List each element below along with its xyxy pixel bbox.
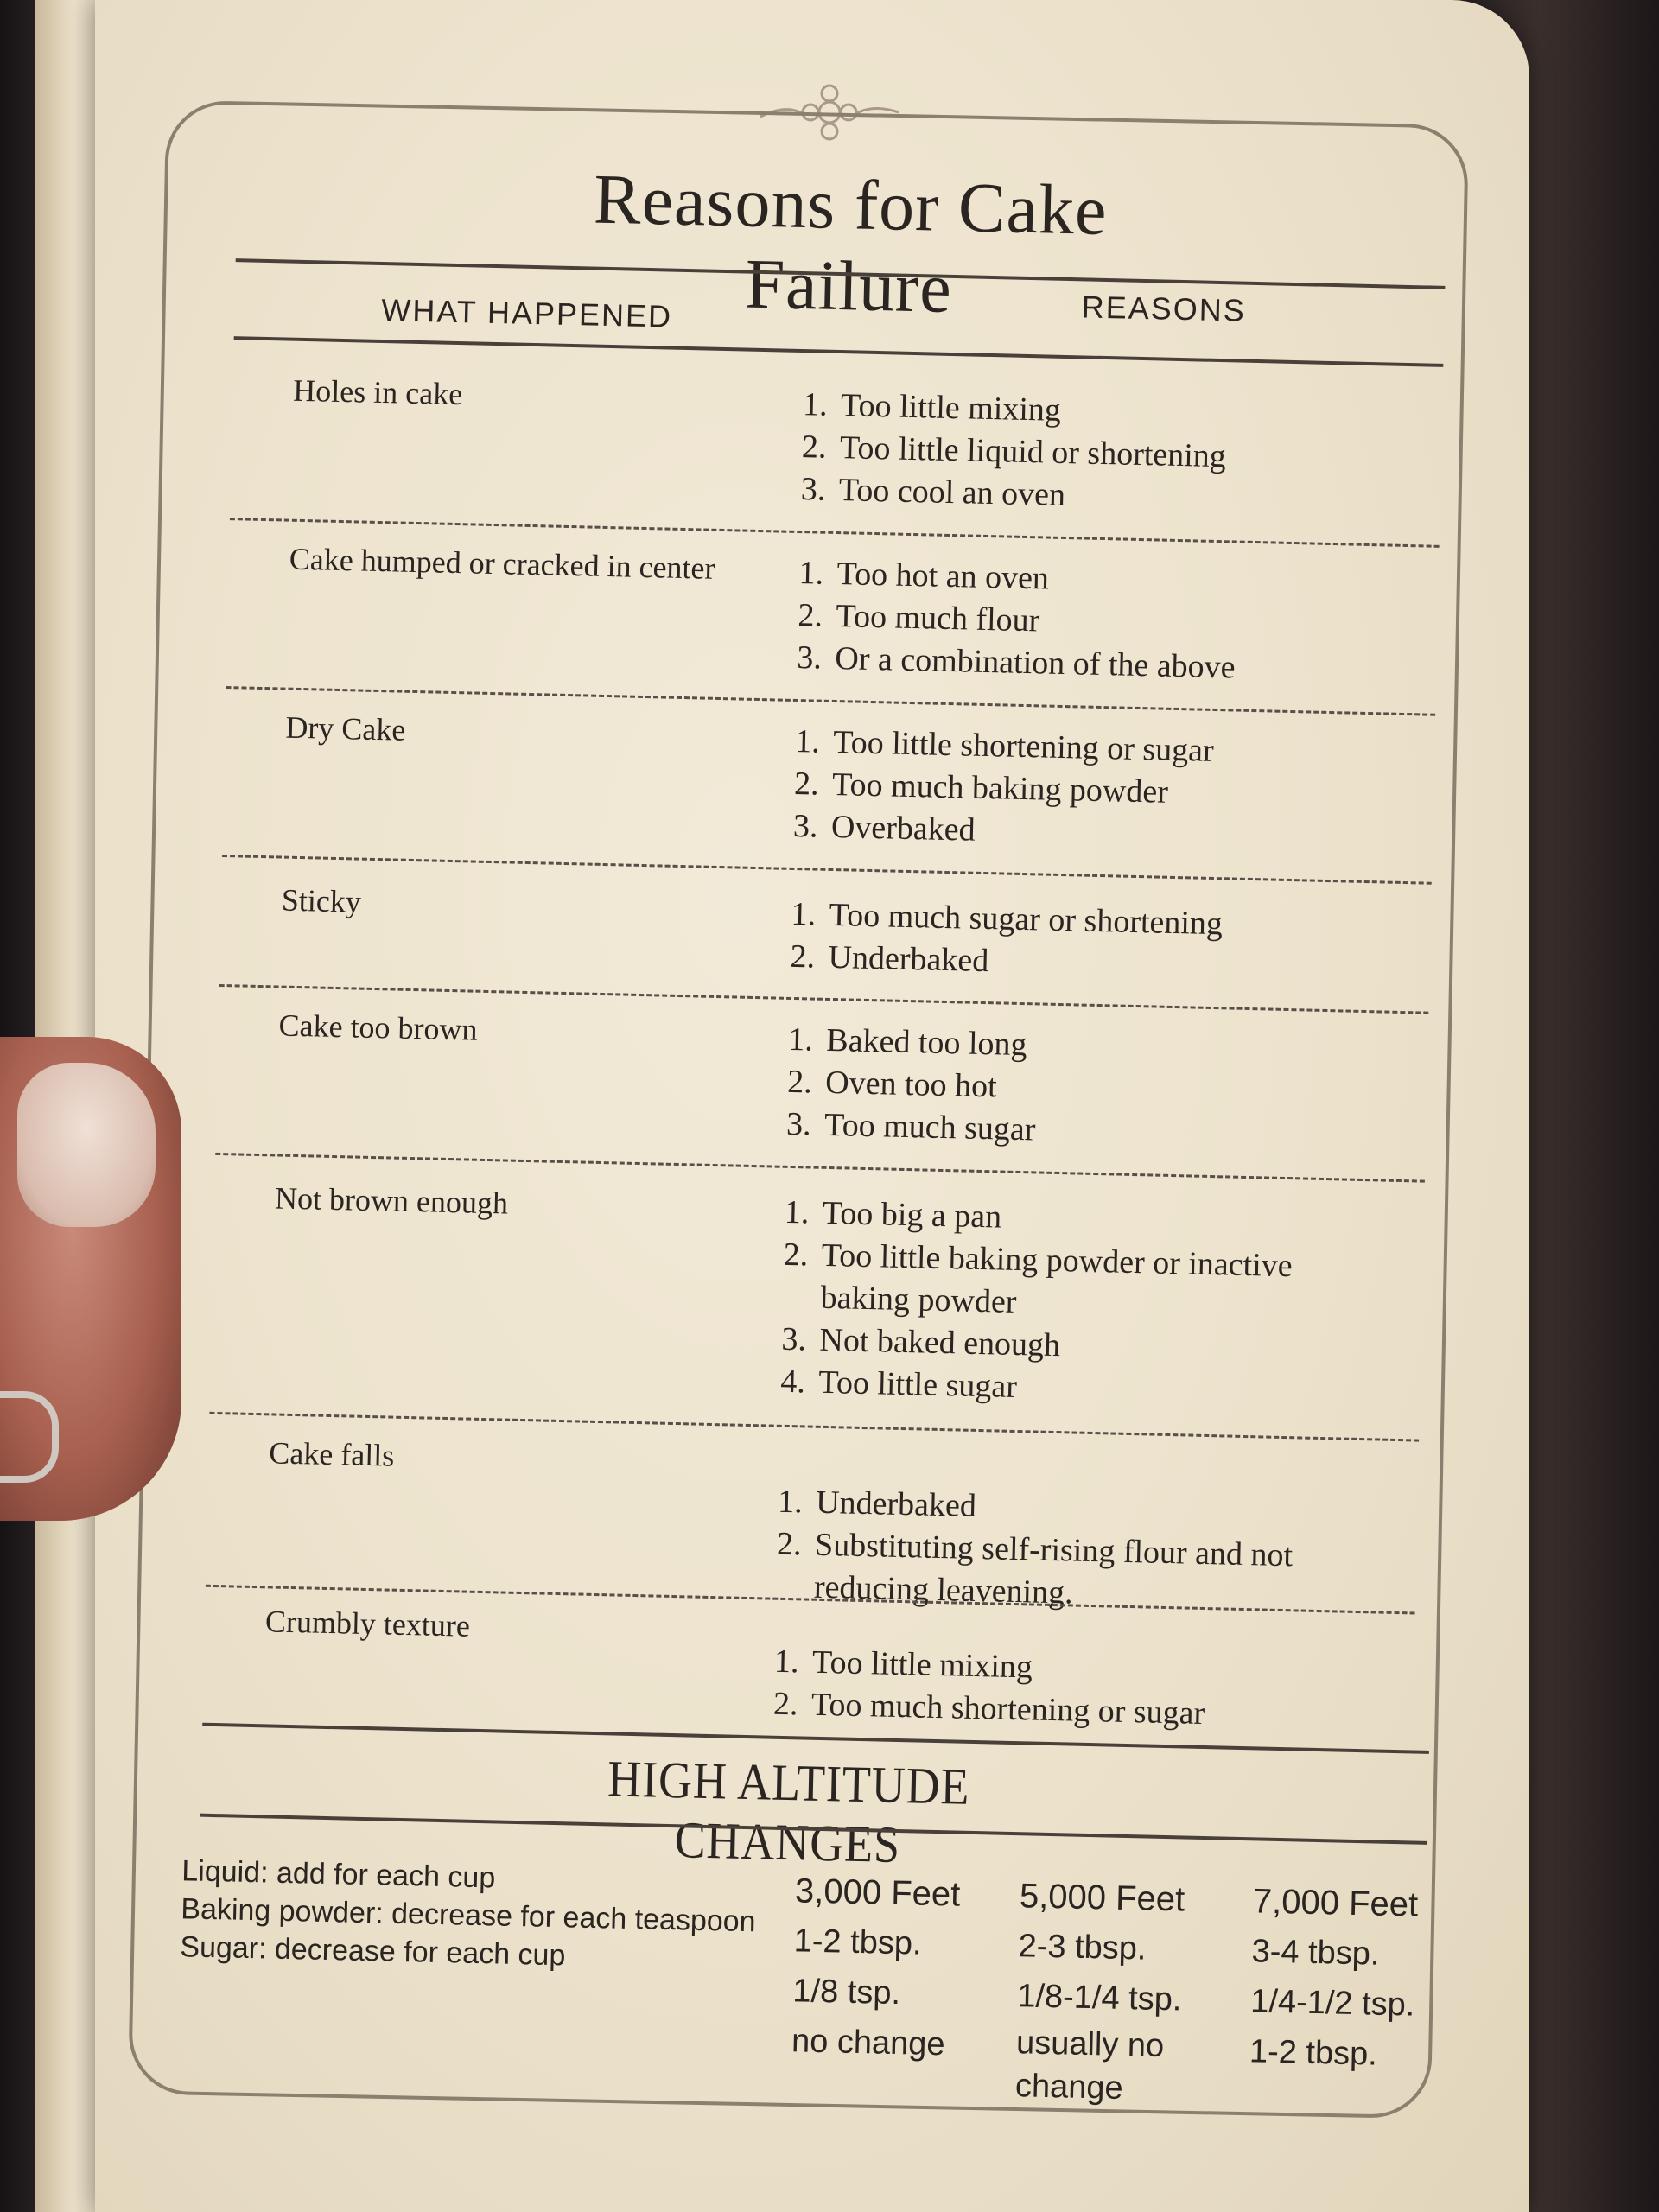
problem-label: Crumbly texture [264, 1604, 471, 1643]
list-item: no change [791, 2023, 946, 2063]
list-item: 2-3 tbsp. [1018, 1928, 1147, 1967]
list-item: 2. Too little baking powder or inactive baking powder [783, 1236, 1294, 1320]
list-item: 3. Too much sugar [785, 1105, 1036, 1148]
list-item: Sugar: decrease for each cup [179, 1930, 566, 1973]
list-item: 1. Too little mixing [802, 386, 1062, 429]
problem-label: Sticky [281, 882, 362, 919]
list-item: 1-2 tbsp. [793, 1923, 923, 1962]
list-item: 2. Too little liquid or shortening [801, 429, 1227, 475]
list-item: 2. Too much flour [798, 597, 1040, 639]
altitude-column-5000 [1014, 1871, 1218, 2112]
page-content [179, 116, 1465, 2148]
list-item: 2. Oven too hot [786, 1063, 998, 1105]
list-item: 1. Too little shortening or sugar [794, 722, 1215, 769]
problem-label: Not brown enough [274, 1180, 509, 1221]
list-item: 1-2 tbsp. [1249, 2033, 1378, 2073]
reasons-list [792, 721, 1214, 857]
problem-label: Cake humped or cracked in center [289, 541, 715, 586]
list-item: 2. Too much shortening or sugar [772, 1685, 1205, 1732]
list-item: Baking powder: decrease for each teaspoon [180, 1892, 756, 1939]
reasons-list [797, 552, 1237, 689]
problem-label: Cake falls [268, 1435, 395, 1473]
finger-ring [0, 1391, 59, 1483]
list-item: 3-4 tbsp. [1251, 1933, 1380, 1973]
altitude-top-rule [202, 1723, 1429, 1754]
altitude-title: HIGH ALTITUDE CHANGES [607, 1750, 971, 1874]
list-item: 2. Substituting self-rising flour and not reducing leavening. [776, 1525, 1294, 1611]
problem-label: Holes in cake [292, 372, 463, 412]
list-item: 1/4-1/2 tsp. [1249, 1983, 1415, 2024]
list-item: 3. Or a combination of the above [796, 639, 1236, 686]
list-item: 3. Too cool an oven [800, 471, 1066, 513]
list-item: 1/8-1/4 tsp. [1016, 1978, 1182, 2018]
header-rule [234, 336, 1444, 367]
column-heading: 3,000 Feet [794, 1872, 961, 1914]
list-item: 1. Underbaked [777, 1483, 977, 1524]
list-item: 1. Too little mixing [773, 1643, 1033, 1686]
column-heading: 5,000 Feet [1019, 1877, 1185, 1919]
list-item: 2. Underbaked [790, 938, 989, 980]
row-divider [215, 1153, 1425, 1183]
list-item: 2. Too much baking powder [793, 765, 1169, 810]
page-title: Reasons for Cake Failure [593, 159, 1109, 327]
reasons-list [790, 893, 1223, 988]
row-divider [222, 855, 1432, 885]
reasons-list [800, 384, 1227, 520]
table-row [215, 1179, 1442, 1405]
row-divider [226, 686, 1435, 716]
problem-label: Cake too brown [278, 1007, 479, 1047]
list-item: Liquid: add for each cup [181, 1854, 496, 1895]
table-row [221, 880, 1448, 980]
reasons-list [786, 1019, 1039, 1152]
list-item: usually no change [1014, 2024, 1165, 2107]
column-header-reasons: REASONS [1081, 289, 1247, 328]
list-item: 1. Too much sugar or shortening [791, 895, 1224, 943]
column-header-what-happened: WHAT HAPPENED [380, 291, 673, 334]
altitude-labels [180, 1852, 757, 1979]
list-item: 3. Not baked enough [781, 1320, 1061, 1364]
list-item: 4. Too little sugar [779, 1363, 1018, 1405]
list-item: 3. Overbaked [792, 807, 976, 849]
altitude-column-3000 [791, 1866, 960, 2069]
list-item: 1/8 tsp. [791, 1973, 901, 2012]
thumbnail-nail [17, 1063, 156, 1227]
column-heading: 7,000 Feet [1252, 1882, 1419, 1924]
list-item: 1. Too hot an oven [798, 555, 1050, 597]
reasons-list [780, 1192, 1372, 1416]
problem-label: Dry Cake [285, 709, 406, 747]
table-row [233, 371, 1460, 513]
altitude-column-7000 [1249, 1876, 1418, 2080]
reasons-list [772, 1641, 1205, 1735]
list-item: 1. Baked too long [787, 1020, 1028, 1064]
list-item: 1. Too big a pan [784, 1193, 1002, 1236]
